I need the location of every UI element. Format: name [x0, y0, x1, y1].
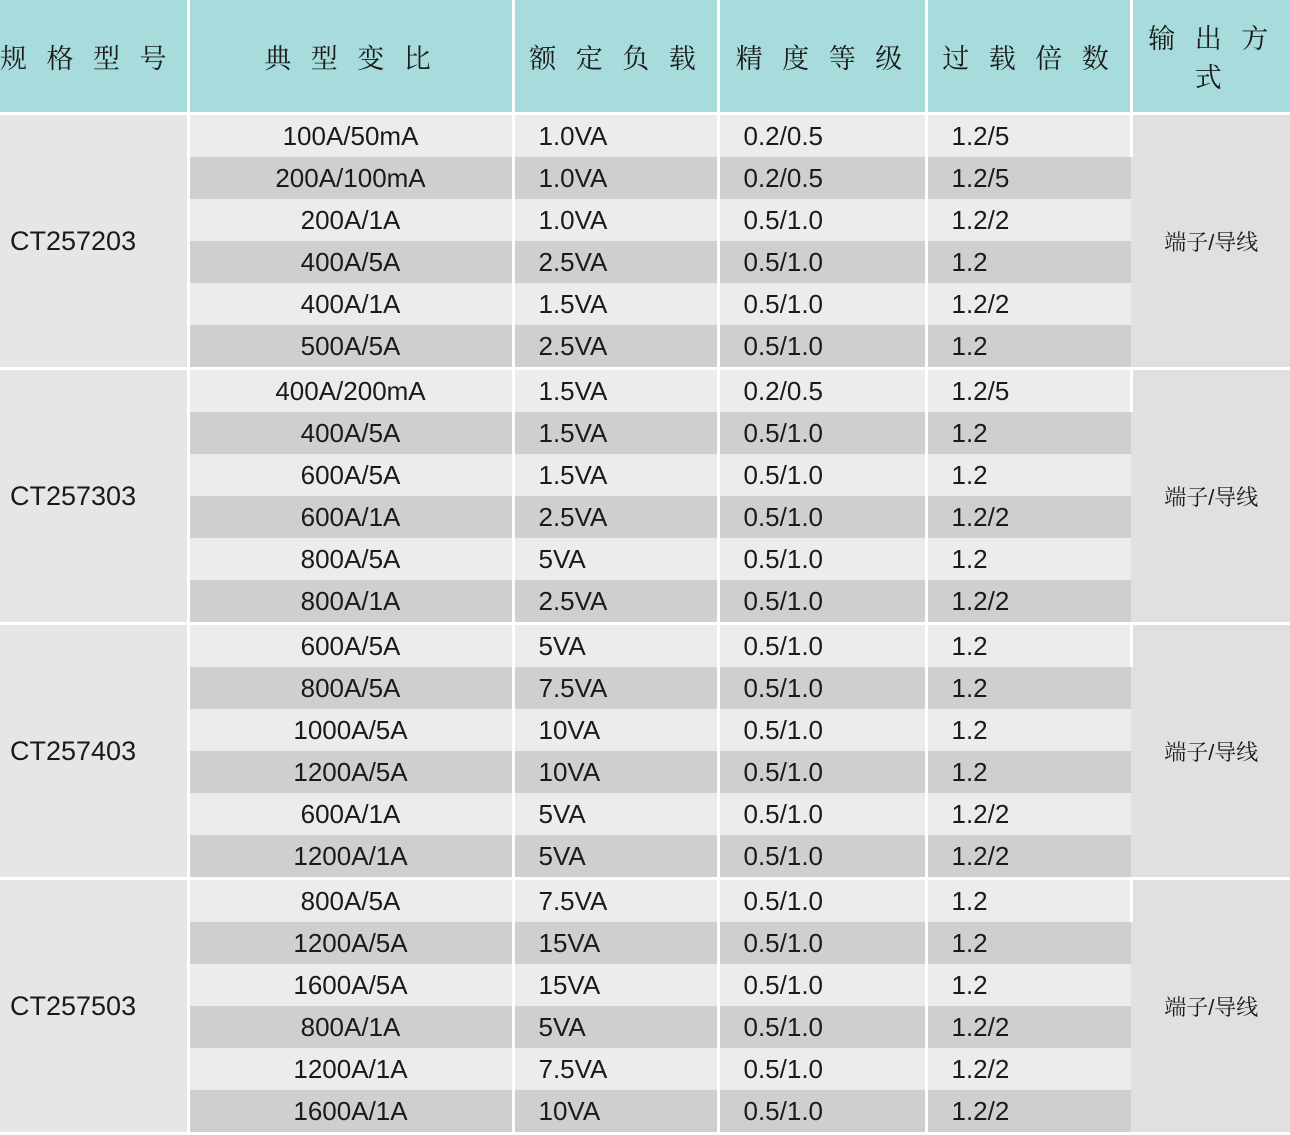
overload-factor-cell: 1.2/2	[926, 496, 1131, 538]
table-row	[0, 114, 1290, 158]
ratio-cell: 1200A/5A	[188, 751, 513, 793]
table-row	[0, 793, 1290, 835]
table-row	[0, 369, 1290, 413]
accuracy-class-cell: 0.2/0.5	[718, 157, 926, 199]
ratio-cell: 1200A/1A	[188, 1048, 513, 1090]
table-body	[0, 114, 1290, 1134]
rated-load-cell: 5VA	[513, 793, 718, 835]
accuracy-class-cell: 0.5/1.0	[718, 454, 926, 496]
rated-load-cell: 5VA	[513, 538, 718, 580]
ratio-cell: 1200A/5A	[188, 922, 513, 964]
ratio-cell: 600A/1A	[188, 793, 513, 835]
output-mode-cell: 端子/导线	[1131, 879, 1290, 1134]
rated-load-cell: 1.5VA	[513, 283, 718, 325]
rated-load-cell: 2.5VA	[513, 496, 718, 538]
overload-factor-cell: 1.2/2	[926, 199, 1131, 241]
rated-load-cell: 5VA	[513, 1006, 718, 1048]
table-header	[0, 0, 1290, 114]
ratio-cell: 400A/5A	[188, 241, 513, 283]
rated-load-cell: 7.5VA	[513, 1048, 718, 1090]
overload-factor-cell: 1.2	[926, 922, 1131, 964]
table-row	[0, 1048, 1290, 1090]
overload-factor-cell: 1.2	[926, 624, 1131, 668]
table-row	[0, 241, 1290, 283]
table-row	[0, 751, 1290, 793]
rated-load-cell: 15VA	[513, 964, 718, 1006]
column-header-rated-load: 额 定 负 载	[513, 0, 718, 114]
table-header-row	[0, 0, 1290, 114]
table-row	[0, 922, 1290, 964]
table-row	[0, 283, 1290, 325]
accuracy-class-cell: 0.5/1.0	[718, 580, 926, 624]
ratio-cell: 200A/100mA	[188, 157, 513, 199]
table-row	[0, 964, 1290, 1006]
accuracy-class-cell: 0.5/1.0	[718, 325, 926, 369]
accuracy-class-cell: 0.5/1.0	[718, 199, 926, 241]
overload-factor-cell: 1.2/5	[926, 369, 1131, 413]
rated-load-cell: 1.5VA	[513, 412, 718, 454]
accuracy-class-cell: 0.5/1.0	[718, 709, 926, 751]
ratio-cell: 200A/1A	[188, 199, 513, 241]
ratio-cell: 100A/50mA	[188, 114, 513, 158]
rated-load-cell: 2.5VA	[513, 580, 718, 624]
overload-factor-cell: 1.2/2	[926, 1006, 1131, 1048]
column-header-overload-factor: 过 载 倍 数	[926, 0, 1131, 114]
table-row	[0, 1006, 1290, 1048]
rated-load-cell: 10VA	[513, 1090, 718, 1134]
ratio-cell: 800A/5A	[188, 879, 513, 923]
column-header-ratio: 典 型 变 比	[188, 0, 513, 114]
table-row	[0, 580, 1290, 624]
overload-factor-cell: 1.2	[926, 325, 1131, 369]
table-row	[0, 325, 1290, 369]
rated-load-cell: 2.5VA	[513, 325, 718, 369]
column-header-output-mode: 输 出 方 式	[1131, 0, 1290, 114]
overload-factor-cell: 1.2	[926, 412, 1131, 454]
ratio-cell: 800A/5A	[188, 538, 513, 580]
rated-load-cell: 15VA	[513, 922, 718, 964]
overload-factor-cell: 1.2/2	[926, 1048, 1131, 1090]
accuracy-class-cell: 0.5/1.0	[718, 1090, 926, 1134]
rated-load-cell: 1.5VA	[513, 369, 718, 413]
rated-load-cell: 1.0VA	[513, 114, 718, 158]
accuracy-class-cell: 0.5/1.0	[718, 964, 926, 1006]
rated-load-cell: 10VA	[513, 709, 718, 751]
rated-load-cell: 7.5VA	[513, 667, 718, 709]
accuracy-class-cell: 0.5/1.0	[718, 624, 926, 668]
accuracy-class-cell: 0.5/1.0	[718, 538, 926, 580]
overload-factor-cell: 1.2/5	[926, 157, 1131, 199]
accuracy-class-cell: 0.5/1.0	[718, 1006, 926, 1048]
overload-factor-cell: 1.2/2	[926, 793, 1131, 835]
table-row	[0, 624, 1290, 668]
rated-load-cell: 10VA	[513, 751, 718, 793]
column-header-accuracy-class: 精 度 等 级	[718, 0, 926, 114]
overload-factor-cell: 1.2	[926, 879, 1131, 923]
rated-load-cell: 5VA	[513, 835, 718, 879]
table-row	[0, 454, 1290, 496]
overload-factor-cell: 1.2/2	[926, 580, 1131, 624]
overload-factor-cell: 1.2/2	[926, 1090, 1131, 1134]
output-mode-cell: 端子/导线	[1131, 369, 1290, 624]
model-cell: CT257503	[0, 879, 188, 1134]
ratio-cell: 400A/1A	[188, 283, 513, 325]
table-row	[0, 835, 1290, 879]
ratio-cell: 800A/1A	[188, 580, 513, 624]
accuracy-class-cell: 0.5/1.0	[718, 922, 926, 964]
overload-factor-cell: 1.2	[926, 454, 1131, 496]
overload-factor-cell: 1.2	[926, 241, 1131, 283]
accuracy-class-cell: 0.2/0.5	[718, 114, 926, 158]
rated-load-cell: 1.5VA	[513, 454, 718, 496]
table-row	[0, 667, 1290, 709]
overload-factor-cell: 1.2/2	[926, 835, 1131, 879]
table-row	[0, 412, 1290, 454]
ratio-cell: 500A/5A	[188, 325, 513, 369]
rated-load-cell: 1.0VA	[513, 199, 718, 241]
overload-factor-cell: 1.2	[926, 751, 1131, 793]
accuracy-class-cell: 0.5/1.0	[718, 1048, 926, 1090]
overload-factor-cell: 1.2	[926, 667, 1131, 709]
ratio-cell: 1600A/1A	[188, 1090, 513, 1134]
ratio-cell: 600A/5A	[188, 454, 513, 496]
table-row	[0, 879, 1290, 923]
ratio-cell: 400A/200mA	[188, 369, 513, 413]
rated-load-cell: 2.5VA	[513, 241, 718, 283]
table-row	[0, 709, 1290, 751]
ratio-cell: 800A/1A	[188, 1006, 513, 1048]
model-cell: CT257403	[0, 624, 188, 879]
accuracy-class-cell: 0.5/1.0	[718, 241, 926, 283]
model-cell: CT257303	[0, 369, 188, 624]
ratio-cell: 1200A/1A	[188, 835, 513, 879]
table-row	[0, 538, 1290, 580]
accuracy-class-cell: 0.5/1.0	[718, 667, 926, 709]
ratio-cell: 1600A/5A	[188, 964, 513, 1006]
table-row	[0, 199, 1290, 241]
ratio-cell: 400A/5A	[188, 412, 513, 454]
accuracy-class-cell: 0.5/1.0	[718, 412, 926, 454]
overload-factor-cell: 1.2	[926, 964, 1131, 1006]
accuracy-class-cell: 0.2/0.5	[718, 369, 926, 413]
ratio-cell: 1000A/5A	[188, 709, 513, 751]
overload-factor-cell: 1.2	[926, 538, 1131, 580]
rated-load-cell: 5VA	[513, 624, 718, 668]
rated-load-cell: 7.5VA	[513, 879, 718, 923]
accuracy-class-cell: 0.5/1.0	[718, 793, 926, 835]
ratio-cell: 600A/1A	[188, 496, 513, 538]
accuracy-class-cell: 0.5/1.0	[718, 496, 926, 538]
ratio-cell: 600A/5A	[188, 624, 513, 668]
ratio-cell: 800A/5A	[188, 667, 513, 709]
overload-factor-cell: 1.2	[926, 709, 1131, 751]
model-cell: CT257203	[0, 114, 188, 369]
overload-factor-cell: 1.2/5	[926, 114, 1131, 158]
accuracy-class-cell: 0.5/1.0	[718, 879, 926, 923]
table-row	[0, 496, 1290, 538]
output-mode-cell: 端子/导线	[1131, 624, 1290, 879]
output-mode-cell: 端子/导线	[1131, 114, 1290, 369]
rated-load-cell: 1.0VA	[513, 157, 718, 199]
column-header-model: 规 格 型 号	[0, 0, 188, 114]
table-row	[0, 157, 1290, 199]
accuracy-class-cell: 0.5/1.0	[718, 751, 926, 793]
accuracy-class-cell: 0.5/1.0	[718, 283, 926, 325]
overload-factor-cell: 1.2/2	[926, 283, 1131, 325]
accuracy-class-cell: 0.5/1.0	[718, 835, 926, 879]
